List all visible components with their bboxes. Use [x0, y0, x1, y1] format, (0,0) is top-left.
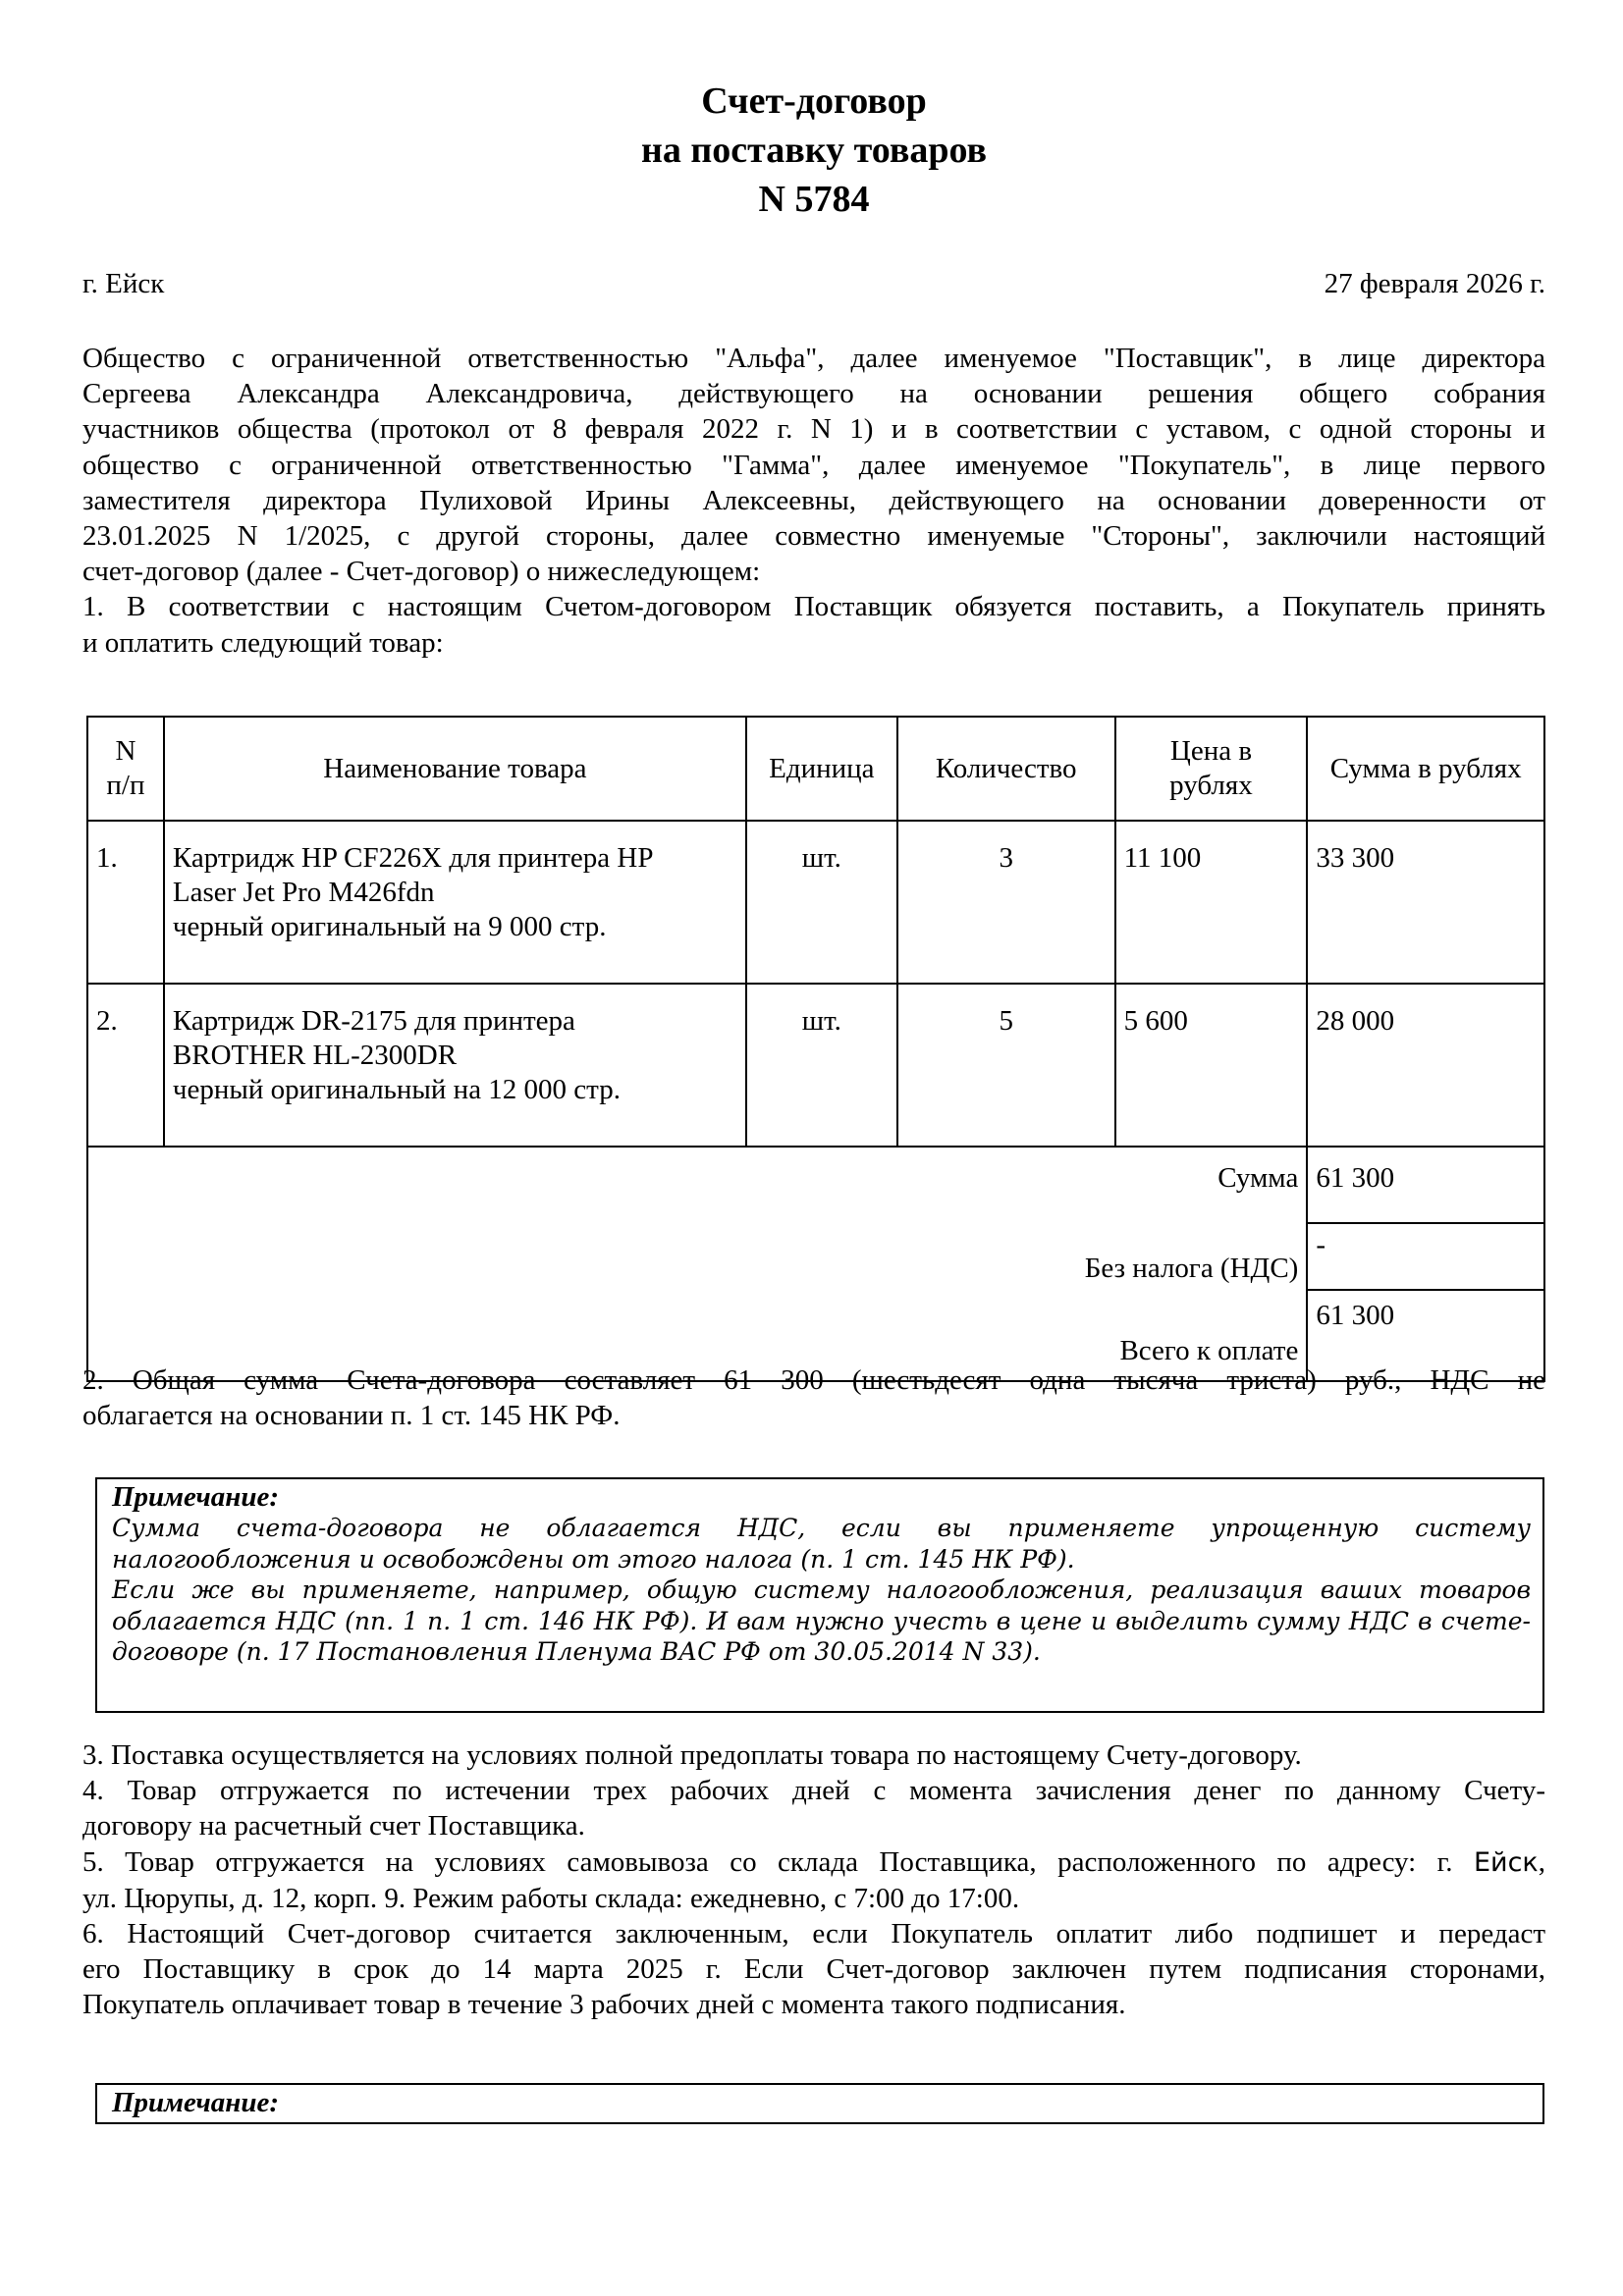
clause-5-comma: ,	[1538, 1845, 1545, 1878]
row-price: 11 100	[1115, 821, 1308, 984]
row-num: 2.	[87, 984, 164, 1147]
intro-line: Общество с ограниченной ответственностью "Альфа", далее именуемое "Поставщик", в лице директора	[82, 343, 1545, 374]
clause-1-line: 1. В соответствии с настоящим Счетом-договором Поставщик обязуется поставить, а Покупатель принять	[82, 591, 1545, 623]
clause-2	[82, 1362, 1545, 1433]
clause-5-line	[82, 1844, 1545, 1881]
title-line-2: на поставку товаров	[640, 130, 988, 171]
summary-due-value: 61 300	[1307, 1290, 1544, 1381]
row-name-line: Картридж HP CF226X для принтера HP	[172, 842, 654, 874]
header-price-line2: рублях	[1169, 770, 1253, 801]
header-num-line1: N	[115, 735, 136, 767]
summary-total-value: 61 300	[1307, 1147, 1544, 1223]
note-line: налогообложения и освобождены от этого налога (п. 1 ст. 145 НК РФ).	[112, 1544, 1075, 1574]
note-title: Примечание:	[112, 1481, 280, 1513]
clause-6-line: 6. Настоящий Счет-договор считается заключенным, если Покупатель оплатит либо подпишет и передаст	[82, 1918, 1545, 1950]
row-qty: 5	[897, 984, 1115, 1147]
clause-4-line: договору на расчетный счет Поставщика.	[82, 1810, 585, 1842]
intro-line: счет-договор (далее - Счет-договор) о нижеследующем:	[82, 556, 761, 588]
clause-5-city: Ейск	[1473, 1846, 1539, 1878]
clause-6-line: его Поставщику в срок до 14 марта 2025 г. Если Счет-договор заключен путем подписания сторонами,	[82, 1953, 1545, 1986]
header-qty: Количество	[897, 717, 1115, 821]
intro-line: Сергеева Александра Александровича, действующего на основании решения общего собрания	[82, 378, 1545, 410]
table-row	[87, 821, 1544, 984]
header-price	[1115, 717, 1308, 821]
row-unit: шт.	[746, 984, 897, 1147]
row-sum: 33 300	[1307, 821, 1544, 984]
header-num-line2: п/п	[106, 770, 145, 801]
note-line: Если же вы применяете, например, общую систему налогообложения, реализация ваших товаров	[112, 1575, 1531, 1604]
row-sum: 28 000	[1307, 984, 1544, 1147]
table-row	[87, 984, 1544, 1147]
goods-table	[86, 716, 1545, 1382]
summary-row-total	[87, 1147, 1544, 1223]
city: г. Ейск	[82, 268, 165, 299]
header-unit: Единица	[746, 717, 897, 821]
row-name-line: черный оригинальный на 9 000 стр.	[172, 911, 607, 942]
note-title: Примечание:	[112, 2087, 280, 2118]
header-num	[87, 717, 164, 821]
clause-5-text: 5. Товар отгружается на условиях самовывоза со склада Поставщика, расположенного по адресу: г.	[82, 1845, 1453, 1878]
row-name-line: BROTHER HL-2300DR	[172, 1040, 458, 1071]
note-line: Сумма счета-договора не облагается НДС, если вы применяете упрощенную систему	[112, 1514, 1531, 1542]
title-line-1: Счет-договор	[701, 80, 927, 122]
header-price-line1: Цена в	[1169, 735, 1253, 767]
clause-1-line: и оплатить следующий товар:	[82, 626, 444, 659]
intro-line: участников общества (протокол от 8 февраля 2022 г. N 1) и в соответствии с уставом, с одной стороны и	[82, 413, 1545, 446]
place-date-row	[82, 267, 1545, 300]
intro-line: 23.01.2025 N 1/2025, с другой стороны, далее совместно именуемые "Стороны", заключили настоящий	[82, 520, 1545, 553]
intro-line: заместителя директора Пулиховой Ирины Алексеевны, действующего на основании доверенности от	[82, 484, 1545, 516]
intro-line: общество с ограниченной ответственностью "Гамма", далее именуемое "Покупатель", в лице первого	[82, 449, 1545, 481]
row-name	[164, 821, 746, 984]
clause-2-line: облагается на основании п. 1 ст. 145 НК РФ.	[82, 1400, 621, 1432]
clause-2-line: 2. Общая сумма Счета-договора составляет 61 300 (шестьдесят одна тысяча триста) руб., НДС не	[82, 1364, 1545, 1396]
summary-vat-label: Без налога (НДС)	[87, 1223, 1307, 1290]
note-box-2	[95, 2083, 1544, 2124]
clauses-3-6	[82, 1737, 1545, 2023]
table-header-row	[87, 717, 1544, 821]
clause-5-line: ул. Цюрупы, д. 12, корп. 9. Режим работы склада: ежедневно, с 7:00 до 17:00.	[82, 1882, 1020, 1914]
note-box	[95, 1477, 1544, 1713]
row-num: 1.	[87, 821, 164, 984]
summary-vat-value: -	[1307, 1223, 1544, 1290]
intro-paragraph	[82, 341, 1545, 661]
row-name-line: черный оригинальный на 12 000 стр.	[172, 1074, 621, 1105]
header-name: Наименование товара	[164, 717, 746, 821]
summary-total-label: Сумма	[87, 1147, 1307, 1223]
title-line-3: N 5784	[758, 179, 870, 220]
row-qty: 3	[897, 821, 1115, 984]
clause-3: 3. Поставка осуществляется на условиях полной предоплаты товара по настоящему Счету-договору.	[82, 1739, 1302, 1771]
header-sum: Сумма в рублях	[1307, 717, 1544, 821]
row-price: 5 600	[1115, 984, 1308, 1147]
date: 27 февраля 2026 г.	[1324, 268, 1545, 299]
clause-4-line: 4. Товар отгружается по истечении трех рабочих дней с момента зачисления денег по данному Счету-	[82, 1775, 1545, 1807]
note-line: облагается НДС (пп. 1 п. 1 ст. 146 НК РФ). И вам нужно учесть в цене и выделить сумму НДС в счете-	[112, 1606, 1531, 1635]
note-line: договоре (п. 17 Постановления Пленума ВАС РФ от 30.05.2014 N 33).	[112, 1637, 1041, 1666]
row-name-line: Laser Jet Pro M426fdn	[172, 877, 435, 908]
clause-6-line: Покупатель оплачивает товар в течение 3 рабочих дней с момента такого подписания.	[82, 1989, 1126, 2021]
document-title	[82, 77, 1545, 224]
row-name	[164, 984, 746, 1147]
summary-row-vat	[87, 1223, 1544, 1290]
row-name-line: Картридж DR-2175 для принтера	[172, 1005, 575, 1037]
summary-due-label: Всего к оплате	[87, 1290, 1307, 1381]
row-unit: шт.	[746, 821, 897, 984]
